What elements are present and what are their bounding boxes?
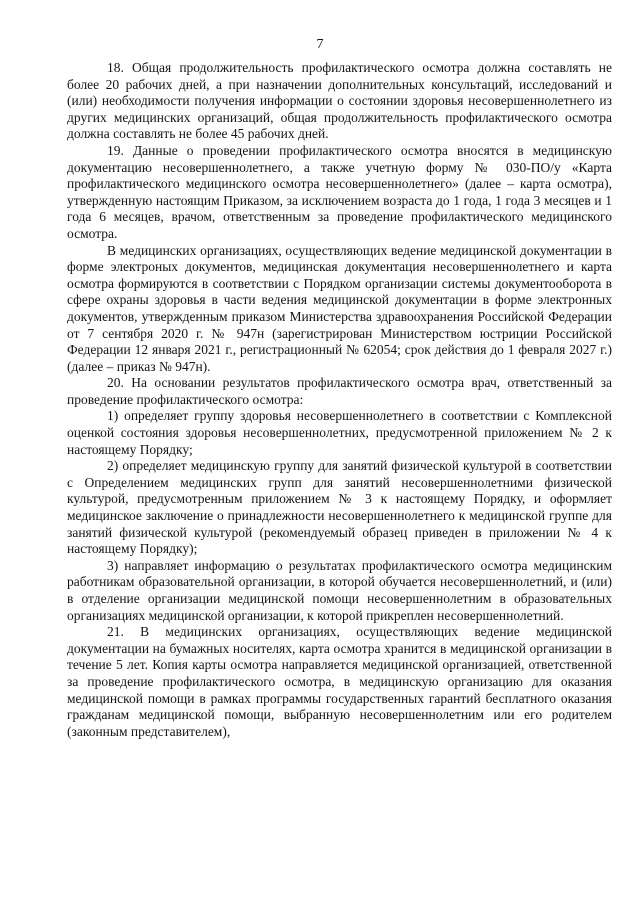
paragraph-18: 18. Общая продолжительность профилактического осмотра должна составлять не более 20 рабочих дней, а при назначении дополнительных консультаций, исследований и (или) необходимости получения информации о состоянии здоровья несовершеннолетнего из других медицинских организаций, общая продолжительность профилактического осмотра должна составлять не более 45 рабочих дней. [67,60,612,142]
paragraph-19-electronic: В медицинских организациях, осуществляющих ведение медицинской документации в форме электроных документов, медицинская документация несовершеннолетнего и карта осмотра формируются в соответствии с Порядком организации системы документооборота в сфере охраны здоровья в части ведения медицинской документации в форме электронных документов, утвержденным приказом Министерства здравоохранения Российской Федерации от 7 сентября 2020 г. № 947н (зарегистрирован Министерством юстриции Российской Федерации 12 января 2021 г., регистрационный № 62054; срок действия до 1 февраля 2027 г.) (далее – приказ № 947н). [67,242,612,374]
paragraph-19: 19. Данные о проведении профилактического осмотра вносятся в медицинскую документацию несовершеннолетнего, а также учетную форму № 030-ПО/у «Карта профилактического медицинского осмотра несовершеннолетнего» (далее – карта осмотра), утвержденную настоящим Приказом, за исключением возраста до 1 года, 1 года 3 месяцев и 1 года 6 месяцев, врачом, ответственным за проведение профилактического медицинского осмотра. [67,142,612,241]
document-body [67,60,612,740]
paragraph-20-item-3: 3) направляет информацию о результатах профилактического осмотра медицинским работникам образовательной организации, в которой обучается несовершеннолетний, и (или) в отделение организации медицинской помощи несовершеннолетним в образовательных организациях медицинской организации, к которой прикреплен несовершеннолетний. [67,557,612,623]
paragraph-20: 20. На основании результатов профилактического осмотра врач, ответственный за проведение профилактического осмотра: [67,375,612,407]
paragraph-20-item-2: 2) определяет медицинскую группу для занятий физической культурой в соответствии с Определением медицинских групп для занятий несовершеннолетними физической культурой, предусмотренным приложением № 3 к настоящему Порядку, и оформляет медицинское заключение о принадлежности несовершеннолетнего к медицинской группе для занятий физической культурой (рекомендуемый образец приведен в приложении № 4 к настоящему Порядку); [67,458,612,557]
paragraph-21: 21. В медицинских организациях, осуществляющих ведение медицинской документации на бумажных носителях, карта осмотра хранится в медицинской организации в течение 5 лет. Копия карты осмотра направляется медицинской организацией, ответственной за проведение профилактического осмотра, в медицинскую организацию для оказания медицинской помощи в рамках программы государственных гарантий бесплатного оказания гражданам медицинской помощи, выбранную несовершеннолетним или его родителем (законным представителем), [67,624,612,739]
page-number: 7 [316,37,324,52]
paragraph-20-item-1: 1) определяет группу здоровья несовершеннолетнего в соответствии с Комплексной оценкой состояния здоровья несовершеннолетних, предусмотренной приложением № 2 к настоящему Порядку; [67,408,612,457]
